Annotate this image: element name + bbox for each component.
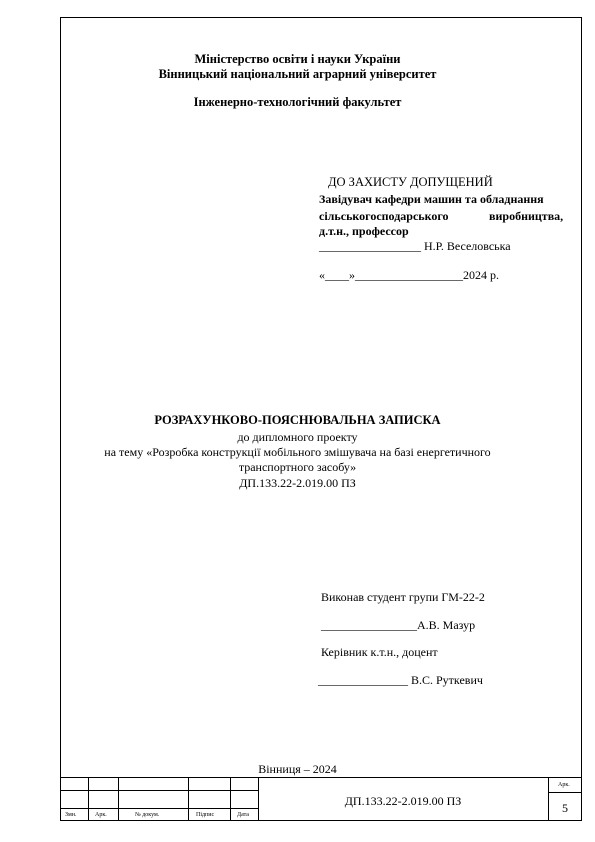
stamp-col-label: Арк. <box>95 812 107 818</box>
approval-title: ДО ЗАХИСТУ ДОПУЩЕНИЙ <box>328 175 493 189</box>
title-block <box>60 777 582 821</box>
supervisor-signature: _______________ В.С. Руткевич <box>318 673 483 687</box>
stamp-sheet-divider <box>548 792 582 793</box>
student-signature: ________________А.В. Мазур <box>321 618 476 632</box>
document-topic-line1: на тему «Розробка конструкції мобільного змішувача на базі енергетичного <box>104 445 491 459</box>
approval-line3: д.т.н., профессор <box>319 224 409 238</box>
stamp-col-line <box>88 777 89 821</box>
university-line: Вінницький національний аграрний університет <box>158 67 437 81</box>
document-title: РОЗРАХУНКОВО-ПОЯСНЮВАЛЬНА ЗАПИСКА <box>154 413 441 427</box>
approval-signature: _________________ Н.Р. Веселовська <box>319 239 511 253</box>
stamp-col-line <box>118 777 119 821</box>
document-topic-line2: транспортного засобу» <box>238 460 357 474</box>
approval-line2-left: сільськогосподарського <box>319 209 449 223</box>
approval-date: «____»__________________2024 р. <box>319 268 499 282</box>
stamp-sheet-label: Арк. <box>558 782 570 788</box>
approval-line2-right: виробництва, <box>489 209 564 223</box>
stamp-top-border <box>60 777 582 778</box>
stamp-col-line <box>230 777 231 821</box>
document-code: ДП.133.22-2.019.00 ПЗ <box>239 476 356 490</box>
faculty-line: Інженерно-технологічний факультет <box>193 95 402 109</box>
stamp-document-code: ДП.133.22-2.019.00 ПЗ <box>344 794 462 808</box>
student-label: Виконав студент групи ГМ-22-2 <box>321 590 485 604</box>
stamp-col-label: Дата <box>237 812 249 818</box>
stamp-col-label: № докум. <box>135 812 160 818</box>
stamp-col-line <box>188 777 189 821</box>
stamp-col-label: Підпис <box>196 812 215 818</box>
document-subtitle: до дипломного проекту <box>237 430 358 444</box>
stamp-row-line <box>60 808 258 809</box>
ministry-line: Міністерство освіти і науки України <box>194 52 401 66</box>
approval-line1: Завідувач кафедри машин та обладнання <box>319 192 544 206</box>
city-year: Вінниця – 2024 <box>258 762 337 776</box>
stamp-col-label: Змн. <box>65 812 77 818</box>
stamp-sheet-number: 5 <box>562 801 568 815</box>
stamp-row-line <box>60 790 258 791</box>
supervisor-label: Керівник к.т.н., доцент <box>321 645 438 659</box>
